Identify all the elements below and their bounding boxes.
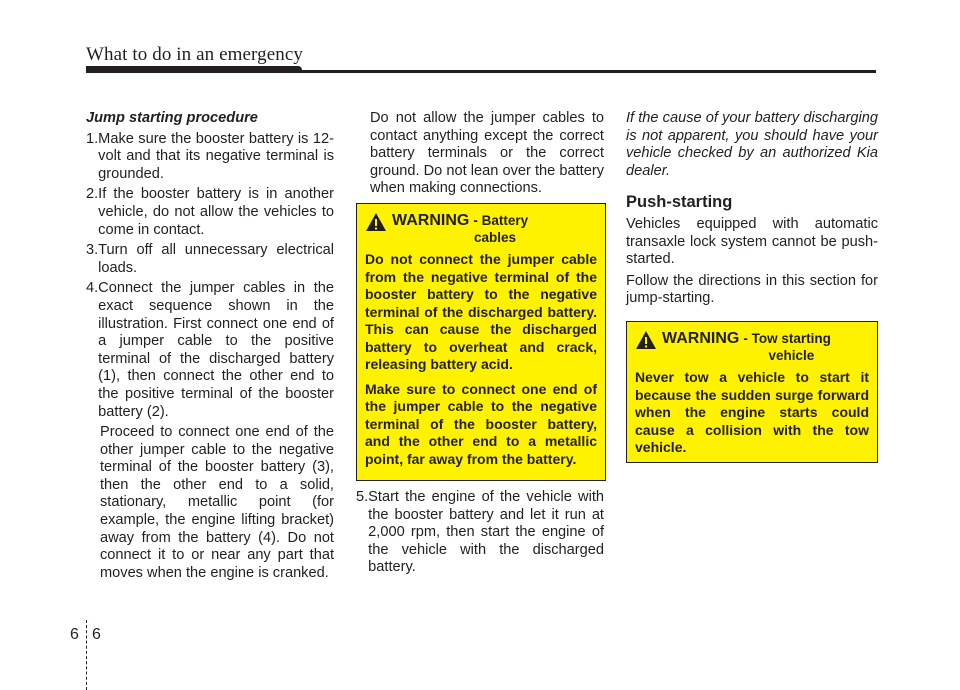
push-starting-para-2: Follow the directions in this section for jump-starting.: [626, 272, 878, 307]
column-3: [626, 110, 878, 308]
step-2: [86, 186, 334, 239]
column-1: [86, 110, 334, 582]
header-rule-tab: [86, 66, 302, 73]
warning-topic-line1: - Battery: [473, 213, 529, 228]
warning-paragraph: Make sure to connect one end of the jumper cable to the negative terminal of the booster battery, and the other end to a metallic point, far away from the battery.: [365, 380, 597, 467]
warning-paragraph: Do not connect the jumper cable from the negative terminal of the booster battery to the negative terminal of the discharged battery. This can cause the discharged battery to overheat and crack, releasing battery acid.: [365, 251, 597, 372]
battery-discharge-note: If the cause of your battery discharging is not apparent, you should have your vehicle checked by an authorized Kia dealer.: [626, 110, 878, 179]
column-2: [356, 110, 604, 198]
push-starting-heading: Push-starting: [626, 193, 733, 212]
warning-body: [635, 369, 869, 457]
step-5-block: [356, 489, 604, 577]
warning-header: [365, 212, 597, 245]
step-text: Start the engine of the vehicle with the booster battery and let it run at 2,000 rpm, then start the engine of the vehicle with the discharged battery.: [368, 489, 604, 576]
warning-battery-cables: [356, 203, 606, 481]
step-text: Turn off all unnecessary electrical loads.: [98, 242, 334, 276]
warning-topic-line2: vehicle: [768, 348, 815, 363]
warning-triangle-icon: [365, 212, 387, 232]
step-text: Connect the jumper cables in the exact sequence shown in the illustration. First connect one end of a jumper cable to the positive terminal of the discharged battery (1), then connect the other end to the positive terminal of the booster battery (2).: [98, 280, 334, 420]
warning-label: WARNING: [392, 212, 470, 229]
warning-triangle-icon: [635, 330, 657, 350]
warning-body: [365, 251, 597, 468]
step-number: 4.: [86, 280, 99, 297]
step-number: 2.: [86, 186, 99, 203]
jump-start-subhead: Jump starting procedure: [86, 110, 258, 126]
warning-label: WARNING: [662, 330, 740, 347]
header-rule: [86, 70, 876, 73]
step-text: Make sure the booster battery is 12-volt and that its negative terminal is grounded.: [98, 130, 334, 182]
step-number: 3.: [86, 242, 99, 259]
step-4-continued: Proceed to connect one end of the other jumper cable to the negative terminal of the booster battery (3), then the other end to a solid, stationary, metallic point (for example, the engine lifting bracket) away from the battery (4). Do not connect it to or near any part that moves when the engine is cranked.: [100, 424, 334, 581]
warning-topic-line2: cables: [474, 230, 517, 245]
push-starting-para-1: Vehicles equipped with automatic transaxle lock system cannot be push-started.: [626, 215, 878, 268]
warning-tow-starting: [626, 321, 878, 463]
step-4-continued-2: Do not allow the jumper cables to contact anything except the correct battery terminals or the correct ground. Do not lean over the battery when making connections.: [370, 110, 604, 197]
page-number: 6: [92, 626, 101, 643]
step-3: [86, 242, 334, 277]
warning-header: [635, 330, 869, 363]
step-number: 5.: [356, 489, 369, 505]
footer-rule: [86, 620, 87, 690]
step-4: [86, 280, 334, 421]
step-1: [86, 131, 334, 184]
step-5: [356, 489, 604, 577]
chapter-number: 6: [70, 626, 79, 643]
section-title: What to do in an emergency: [86, 44, 303, 65]
step-text: If the booster battery is in another vehicle, do not allow the vehicles to come in contact.: [98, 186, 334, 238]
warning-topic-line1: - Tow starting: [743, 331, 831, 346]
warning-paragraph: Never tow a vehicle to start it because the sudden surge forward when the engine starts could cause a collision with the tow vehicle.: [635, 369, 869, 455]
step-number: 1.: [86, 130, 99, 147]
